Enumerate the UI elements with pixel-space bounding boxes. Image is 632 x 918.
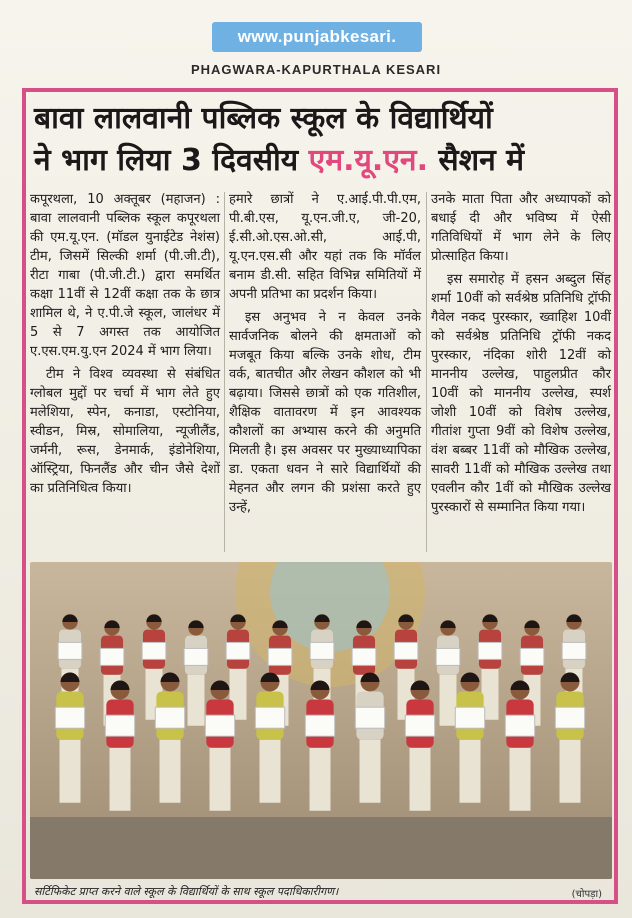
certificate — [352, 648, 376, 665]
certificate — [310, 642, 334, 659]
student-front-row — [405, 681, 434, 811]
student-front-row — [255, 673, 284, 803]
certificate — [155, 707, 184, 728]
headline — [34, 98, 606, 182]
student-front-row — [555, 673, 584, 803]
student-front-row — [105, 681, 134, 811]
edition-name: PHAGWARA-KAPURTHALA KESARI — [190, 62, 442, 77]
certificate — [100, 648, 124, 665]
certificate — [355, 707, 384, 728]
certificate — [226, 642, 250, 659]
article-column-2 — [229, 190, 421, 521]
student-front-row — [155, 673, 184, 803]
column-divider — [224, 192, 225, 552]
certificate — [305, 715, 334, 736]
site-banner — [212, 22, 422, 52]
certificate — [268, 648, 292, 665]
certificate — [555, 707, 584, 728]
paragraph: इस समारोह में हसन अब्दुल सिंह शर्मा 10वीं को सर्वश्रेष्ठ प्रतिनिधि ट्रॉफी गैवेल नकद पुरस्कार, ख्वाहिश 10वीं को सर्वश्रेष्ठ प्रतिनिधि ट्रॉफी नकद पुरस्कार, नंदिका शोरी 12वीं को माननीय उल्लेख, पाहुलप्रीत कौर 10वीं को माननीय उल्लेख, स्पर्श जोशी 10वीं को विशेष उल्लेख, गीतांश गुप्ता 9वीं को विशेष उल्लेख, वंश बब्बर 11वीं को मौखिक उल्लेख, सावरी 11वीं को मौखिक उल्लेख तथा एवलीन कौर 1वीं को मौखिक उल्लेख पुरस्कारों से सम्मानित किया गया। — [431, 272, 611, 515]
headline-line-2 — [34, 140, 606, 182]
student-front-row — [305, 681, 334, 811]
certificate — [436, 648, 460, 665]
headline-highlight: एम.यू.एन. — [308, 143, 428, 178]
certificate — [205, 715, 234, 736]
headline-line-2-end: सैशन में — [427, 143, 525, 178]
certificate — [455, 707, 484, 728]
paragraph: टीम ने विश्व व्यवस्था से संबंधित ग्लोबल मुद्दों पर चर्चा में भाग लेते हुए मलेशिया, स्पेन, कनाडा, एस्टोनिया, स्वीडन, मिस्र, सोमालिया, न्यूजीलैंड, जर्मनी, रूस, डेनमार्क, इंडोनेशिया, ऑस्ट्रिया, फिनलैंड और चीन जैसे देशों का प्रतिनिधित्व किया। — [30, 367, 220, 496]
student-front-row — [355, 673, 384, 803]
photo-credit: (चोपड़ा) — [571, 889, 602, 900]
certificate — [58, 642, 82, 659]
group-photo — [30, 562, 612, 879]
certificate — [562, 642, 586, 659]
student-front-row — [205, 681, 234, 811]
column-divider — [426, 192, 427, 552]
certificate — [405, 715, 434, 736]
site-url: www.punjabkesari. — [237, 27, 397, 46]
article-column-3 — [431, 190, 611, 521]
paragraph: इस अनुभव ने न केवल उनके सार्वजनिक बोलने की क्षमताओं को मजबूत किया बल्कि उनके शोध, टीम वर्क, बातचीत और लेखन कौशल को भी बढ़ाया। जिससे छात्रों को एक गतिशील, शैक्षिक वातावरण में इन आवश्यक कौशलों का अभ्यास करने की अनुमति मिलती है। इस अवसर पर मुख्याध्यापिका डा. एकता धवन ने सारे विद्यार्थियों की मेहनत और लगन की प्रशंसा करते हुए उन्हें, — [229, 310, 421, 515]
photo-caption: सर्टिफिकेट प्राप्त करने वाले स्कूल के विद्यार्थियों के साथ स्कूल पदाधिकारीगण। — [34, 885, 339, 898]
certificate — [255, 707, 284, 728]
certificate — [142, 642, 166, 659]
certificate — [184, 648, 208, 665]
ground — [30, 817, 612, 879]
headline-line-2-start: ने भाग लिया 3 दिवसीय — [34, 143, 309, 178]
certificate — [505, 715, 534, 736]
article-column-1 — [30, 190, 220, 502]
paragraph: उनके माता पिता और अध्यापकों को बधाई दी और भविष्य में ऐसी गतिविधियों में भाग लेने के लिए प्रोत्साहित किया। — [431, 192, 611, 264]
certificate — [55, 707, 84, 728]
student-front-row — [455, 673, 484, 803]
student-front-row — [505, 681, 534, 811]
student-front-row — [55, 673, 84, 803]
paragraph: कपूरथला, 10 अक्तूबर (महाजन) : बावा लालवानी पब्लिक स्कूल कपूरथला की एम.यू.एन. (मॉडल युनाईटेड नेशंस) टीम, जिसमें सिल्की शर्मा (पी.जी.टी), रीटा गाबा (पी.जी.टी.) द्वारा समर्थित कक्षा 11वीं से 12वीं कक्षा तक के छात्र शामिल थे, ने ए.पी.जे स्कूल, जालंधर में 5 से 7 अगस्त तक आयोजित ए.एस.एम.यु.एन 2024 में भाग लिया। — [30, 192, 220, 359]
certificate — [520, 648, 544, 665]
student-back-row — [184, 620, 208, 725]
certificate — [105, 715, 134, 736]
headline-line-1: बावा लालवानी पब्लिक स्कूल के विद्यार्थियों — [34, 101, 493, 136]
certificate — [394, 642, 418, 659]
paragraph: हमारे छात्रों ने ए.आई.पी.पी.एम, पी.बी.एस, यू.एन.जी.ए, जी-20, ई.सी.ओ.एस.ओ.सी, आई.पी, यू.एन.एस.सी और यहां तक कि मॉर्वल बनाम डी.सी. सहित विभिन्न समितियों में अपनी प्रतिभा का प्रदर्शन किया। — [229, 192, 421, 302]
certificate — [478, 642, 502, 659]
